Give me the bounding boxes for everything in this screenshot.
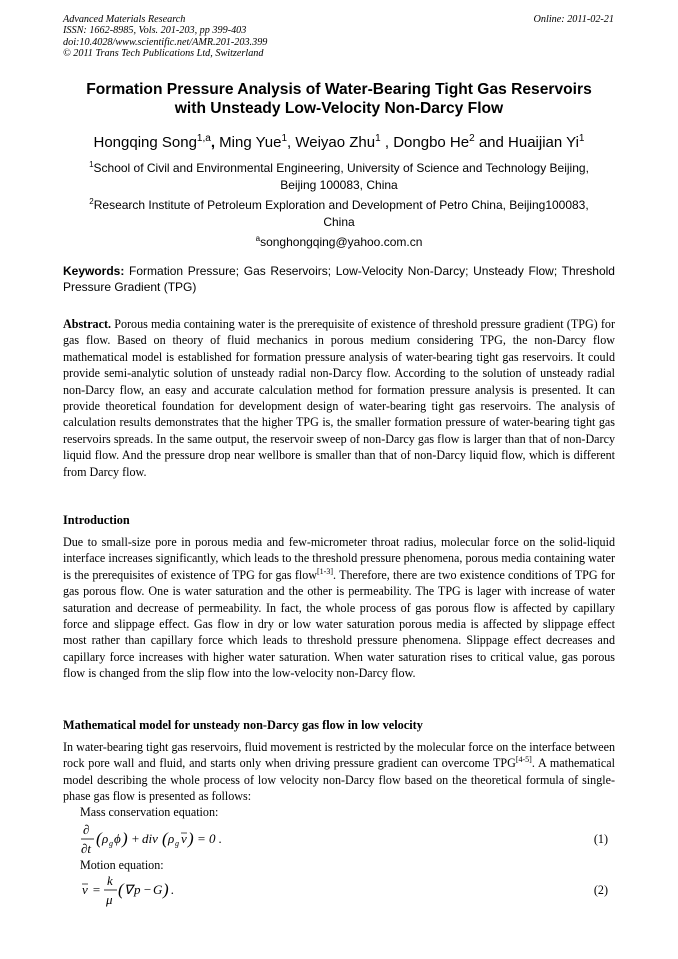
section-heading-model: Mathematical model for unsteady non-Darcy gas flow in low velocity (63, 718, 423, 732)
svg-text:(: ( (162, 829, 168, 848)
svg-text:∂t: ∂t (81, 841, 92, 856)
publication-info (63, 14, 267, 60)
journal-name: Advanced Materials Research (63, 14, 186, 25)
author-affiliation-mark: 1 (375, 133, 381, 144)
keywords (63, 264, 615, 295)
affiliation-2 (63, 193, 615, 231)
affiliation-text: China (323, 215, 355, 229)
affiliation-text: Research Institute of Petroleum Exploration and Development of Petro China, Beijing100083, (93, 198, 589, 212)
paragraph-text: In water-bearing tight gas reservoirs, fluid movement is restricted by the molecular force on the interface between rock pore wall and fluid, and starts only when driving pressure gradient can overcome TPG (63, 740, 615, 771)
svg-text:−: − (143, 882, 152, 897)
author-affiliation-mark: 1,a (196, 133, 211, 144)
motion-equation-label: Motion equation: (80, 858, 164, 872)
svg-text:ϕ: ϕ (114, 831, 121, 846)
author-list: Hongqing Song$^{1,a}$, Ming Yue$^1$, Weiyao Zhu$^1$ , Dongbo He$^2$ and Huaijian Yi$^1$ (93, 133, 585, 151)
copyright: © 2011 Trans Tech Publications Ltd, Switzerland (63, 48, 264, 60)
author-name: Dongbo He (393, 134, 470, 151)
svg-text:=: = (92, 882, 101, 897)
equation-1-number: (1) (593, 832, 608, 846)
svg-text:ρ: ρ (102, 831, 109, 846)
author-name: Huaijian Yi (508, 134, 579, 151)
svg-text:): ) (188, 829, 194, 848)
svg-text:): ) (122, 829, 128, 848)
svg-text:v: v (181, 831, 187, 846)
keywords-label: Keywords: (63, 264, 125, 278)
svg-text:(: ( (96, 829, 102, 848)
paragraph-text: Due to small-size pore in porous media and few-micrometer throat radius, molecular force on the solid-liquid interface increases significantly, which leads to the threshold pressure phenomena, porous media containing water is the prerequisites of existence of TPG for gas flow (63, 535, 615, 582)
doi: doi:10.4028/www.scientific.net/AMR.201-203.399 (63, 36, 268, 48)
author-affiliation-mark: 2 (469, 133, 475, 144)
svg-text:∇: ∇ (124, 882, 133, 897)
paragraph-text: . Therefore, there are two existence conditions of TPG for gas porous flow. One is water saturation and the other is permeability. The TPG is lager with increase of water saturation and decrease of permeability. In fact, the whole process of gas porous flow is affected by capillary force and slippage effect. Gas flow in dry or low water saturation porous media is affected by slippage effect most rather than capillary force which leads to threshold pressure phenomena. Slippage effect decreases and capillary force increases with higher water saturation. When water saturation rises to critical value, gas porous flow is changed from the slip flow into the low-velocity non-Darcy flow. (63, 567, 615, 681)
issn: ISSN: 1662-8985, Vols. 201-203, pp 399-403 (63, 25, 247, 37)
svg-text:(: ( (118, 880, 124, 899)
svg-text:g: g (175, 839, 179, 848)
equation-2-number: (2) (593, 883, 608, 897)
affiliation-text: School of Civil and Environmental Engineering, University of Science and Technology Beijing, (93, 161, 589, 175)
author-name: Ming Yue (219, 134, 282, 151)
online-date: Online: 2011-02-21 (533, 14, 614, 25)
svg-text:μ: μ (106, 892, 113, 907)
equation-1-formula (80, 822, 240, 858)
abstract-label: Abstract. (63, 317, 112, 331)
paper-title (63, 80, 615, 118)
svg-text:): ) (163, 880, 169, 899)
title-line-1: Formation Pressure Analysis of Water-Bearing Tight Gas Reservoirs (86, 81, 592, 98)
svg-text:.: . (171, 882, 175, 897)
email-mark: a (255, 234, 261, 243)
svg-text:g: g (109, 839, 113, 848)
affiliation-1 (63, 156, 615, 194)
svg-text:+: + (131, 831, 140, 846)
svg-text:∂: ∂ (83, 822, 90, 837)
author-name: Weiyao Zhu (295, 134, 376, 151)
keywords-text: Formation Pressure; Gas Reservoirs; Low-Velocity Non-Darcy; Unsteady Flow; Threshold Pressure Gradient (TPG) (63, 264, 615, 294)
equation-1 (80, 822, 240, 862)
abstract-text: Porous media containing water is the prerequisite of existence of threshold pressure gradient (TPG) for gas flow. Based on theory of fluid mechanics in porous medium considering TPG, the non-Darcy flow mathematical model is established for formation pressure analysis of water-bearing tight gas reservoirs. It could provide semi-analytic solution of unsteady radial non-Darcy flow. According to the solution of unsteady radial non-Darcy flow, an easy and accurate calculation method for formation pressure analysis is presented. It can provide theoretical foundation for development design of water-bearing tight gas reservoirs. The analysis of calculation results demonstrates that the higher TPG is, the smaller formation pressure of water-bearing tight gas reservoirs spreads. In the same output, the reservoir sweep of non-Darcy gas flow is larger than that of non-Darcy liquid flow. And the pressure drop near wellbore is smaller than that of non-Darcy liquid flow, which is different from Darcy flow. (63, 317, 615, 479)
email-address: songhongqing@yahoo.com.cn (260, 235, 423, 249)
citation: [4-5] (515, 755, 532, 765)
svg-text:ρ: ρ (168, 831, 175, 846)
author-email (63, 230, 615, 251)
mass-conservation-label: Mass conservation equation: (80, 805, 219, 819)
citation: [1-3] (317, 566, 334, 576)
equation-2 (80, 873, 200, 913)
abstract (63, 316, 615, 480)
model-paragraph (63, 739, 615, 805)
svg-text:= 0 .: = 0 . (197, 831, 223, 846)
svg-text:v: v (82, 882, 88, 897)
author-affiliation-mark: 1 (578, 133, 585, 144)
section-heading-introduction: Introduction (63, 513, 130, 527)
svg-text:k: k (107, 873, 113, 888)
paragraph-text: . A mathematical model describing the whole process of low velocity non-Darcy flow based on the theoretical formula of single-phase gas flow is presented as follows: (63, 756, 615, 804)
equation-2-formula (80, 873, 200, 909)
affiliation-mark: 1 (89, 160, 94, 169)
title-line-2: with Unsteady Low-Velocity Non-Darcy Flow (174, 100, 504, 117)
author-conjunction: and (478, 134, 504, 151)
svg-text:G: G (153, 882, 163, 897)
author-name: Hongqing Song (93, 134, 197, 151)
introduction-paragraph (63, 534, 615, 682)
author-affiliation-mark: 1 (281, 133, 288, 144)
svg-text:p: p (134, 882, 141, 897)
affiliation-text: Beijing 100083, China (280, 178, 398, 192)
affiliation-mark: 2 (89, 197, 94, 206)
svg-text:div: div (142, 831, 158, 846)
